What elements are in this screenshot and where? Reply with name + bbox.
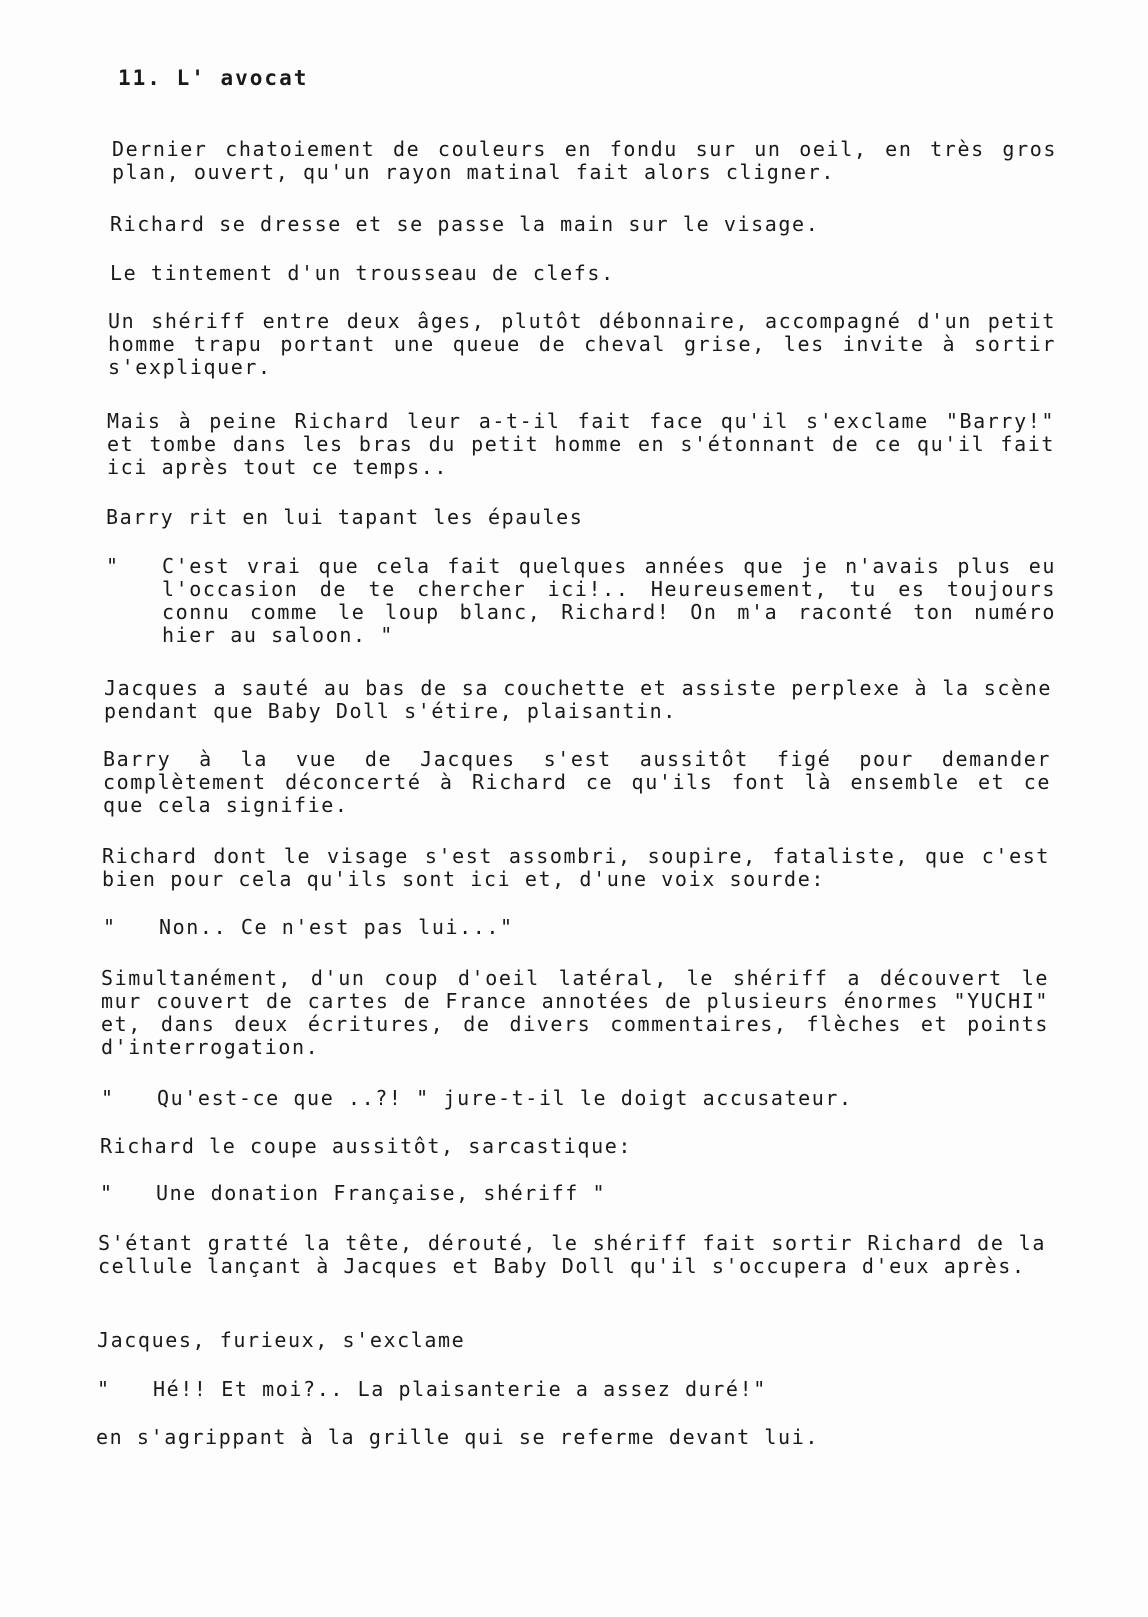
paragraph-2: Richard se dresse et se passe la main sur le visage. [110, 212, 820, 236]
paragraph-1: Dernier chatoiement de couleurs en fondu sur un oeil, en très gros plan, ouvert, qu'un rayon matinal fait alors cligner. [112, 137, 1057, 184]
quote-1 [106, 555, 1056, 655]
quote-mark: " [100, 1181, 114, 1205]
quote-5 [97, 1378, 1045, 1402]
quote-4-text: Une donation Française, shériff " [156, 1181, 607, 1205]
paragraph-10: Simultanément, d'un coup d'oeil latéral, le shériff a découvert le mur couvert de cartes de France annotées de plusieurs énormes "YUCHI" et, dans deux écritures, de divers commentaires, flèches et points d'interrogation. [101, 966, 1049, 1059]
quote-5-text: Hé!! Et moi?.. La plaisanterie a assez duré!" [153, 1377, 767, 1401]
paragraph-14: en s'agrippant à la grille qui se referme devant lui. [96, 1425, 819, 1449]
paragraph-12: S'étant gratté la tête, dérouté, le shériff fait sortir Richard de la cellule lançant à Jacques et Baby Doll qu'il s'occupera d'eux après. [98, 1231, 1046, 1278]
paragraph-5: Mais à peine Richard leur a-t-il fait face qu'il s'exclame "Barry!" et tombe dans les bras du petit homme en s'étonnant de ce qu'il fait ici après tout ce temps.. [107, 409, 1055, 479]
quote-3 [101, 1087, 1049, 1111]
quote-mark: " [101, 1086, 115, 1110]
quote-mark: " [106, 554, 120, 578]
chapter-title: 11. L' avocat [118, 66, 309, 90]
paragraph-11: Richard le coupe aussitôt, sarcastique: [100, 1134, 632, 1158]
quote-1-text: C'est vrai que cela fait quelques années que je n'avais plus eu l'occasion de te chercher ici!.. Heureusement, tu es toujours connu comme le loup blanc, Richard! On m'a raconté ton numéro hier au saloon. " [162, 554, 1056, 647]
paragraph-8: Barry à la vue de Jacques s'est aussitôt figé pour demander complètement déconcerté à Richard ce qu'ils font là ensemble et ce que cela signifie. [103, 747, 1051, 817]
quote-2 [103, 916, 1051, 940]
paragraph-6: Barry rit en lui tapant les épaules [106, 505, 584, 529]
quote-mark: " [103, 915, 117, 939]
paragraph-3: Le tintement d'un trousseau de clefs. [110, 261, 615, 285]
quote-4 [100, 1182, 1048, 1206]
quote-2-text: Non.. Ce n'est pas lui..." [159, 915, 514, 939]
quote-3-text: Qu'est-ce que ..?! " jure-t-il le doigt accusateur. [157, 1086, 853, 1110]
paragraph-7: Jacques a sauté au bas de sa couchette et assiste perplexe à la scène pendant que Baby Doll s'étire, plaisantin. [104, 676, 1052, 723]
paragraph-13: Jacques, furieux, s'exclame [97, 1328, 466, 1352]
paragraph-4: Un shériff entre deux âges, plutôt débonnaire, accompagné d'un petit homme trapu portant une queue de cheval grise, les invite à sortir s'expliquer. [108, 309, 1056, 379]
quote-mark: " [97, 1377, 111, 1401]
paragraph-9: Richard dont le visage s'est assombri, soupire, fataliste, que c'est bien pour cela qu'ils sont ici et, d'une voix sourde: [102, 844, 1050, 891]
